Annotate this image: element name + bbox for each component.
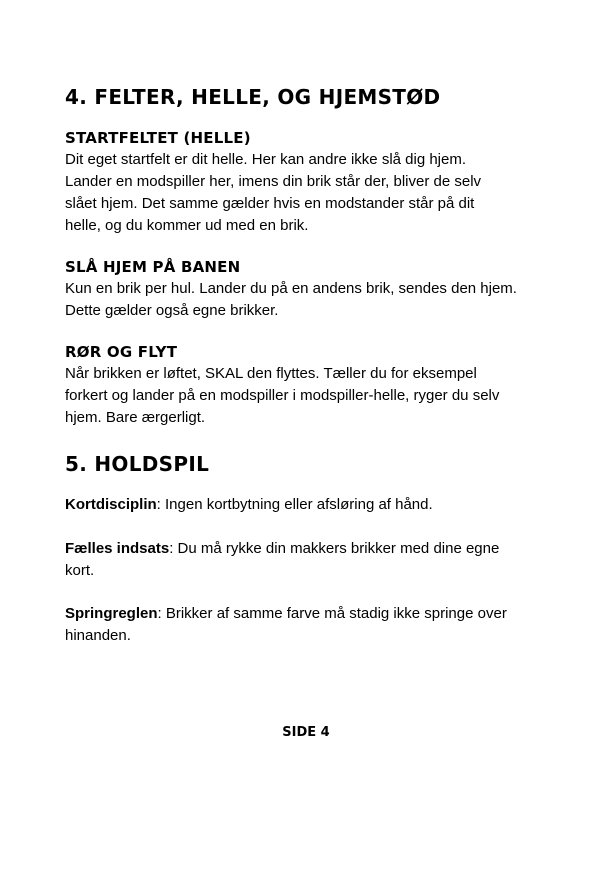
rule-faelles-indsats bbox=[65, 538, 545, 582]
text-line: slået hjem. Det samme gælder hvis en modstander står på dit bbox=[65, 195, 475, 212]
rule-kortdisciplin bbox=[65, 494, 545, 516]
rule-term: Springreglen bbox=[65, 605, 158, 622]
slaa-hjem-heading: SLÅ HJEM PÅ BANEN bbox=[65, 258, 241, 276]
text-line: Når brikken er løftet, SKAL den flyttes. Tæller du for eksempel bbox=[65, 365, 477, 382]
rule-description: : Du må rykke din makkers brikker med dine egne bbox=[169, 540, 500, 557]
roer-og-flyt-text bbox=[65, 363, 545, 429]
text-line bbox=[65, 494, 545, 516]
startfeltet-heading: STARTFELTET (HELLE) bbox=[65, 129, 251, 147]
section-5-title: 5. HOLDSPIL bbox=[65, 452, 210, 476]
rule-term: Fælles indsats bbox=[65, 540, 170, 557]
text-line: Kun en brik per hul. Lander du på en andens brik, sendes den hjem. bbox=[65, 280, 517, 297]
roer-og-flyt-heading: RØR OG FLYT bbox=[65, 343, 178, 361]
page-number: SIDE 4 bbox=[282, 725, 330, 740]
slaa-hjem-text bbox=[65, 278, 545, 322]
text-line bbox=[65, 603, 545, 625]
rule-description: : Ingen kortbytning eller afsløring af hånd. bbox=[156, 496, 433, 513]
text-line: helle, og du kommer ud med en brik. bbox=[65, 217, 309, 234]
text-line bbox=[65, 538, 545, 560]
section-4-title: 4. FELTER, HELLE, OG HJEMSTØD bbox=[65, 85, 441, 109]
text-line: forkert og lander på en modspiller i modspiller-helle, ryger du selv bbox=[65, 387, 500, 404]
text-line: hjem. Bare ærgerligt. bbox=[65, 409, 206, 426]
text-line: Dit eget startfelt er dit helle. Her kan andre ikke slå dig hjem. bbox=[65, 151, 467, 168]
rule-description: : Brikker af samme farve må stadig ikke springe over bbox=[157, 605, 507, 622]
text-line: Dette gælder også egne brikker. bbox=[65, 302, 279, 319]
text-line: Lander en modspiller her, imens din brik står der, bliver de selv bbox=[65, 173, 482, 190]
text-line: kort. bbox=[65, 562, 95, 579]
rule-springreglen bbox=[65, 603, 545, 647]
rule-term: Kortdisciplin bbox=[65, 496, 157, 513]
text-line: hinanden. bbox=[65, 627, 131, 644]
startfeltet-text bbox=[65, 149, 545, 237]
